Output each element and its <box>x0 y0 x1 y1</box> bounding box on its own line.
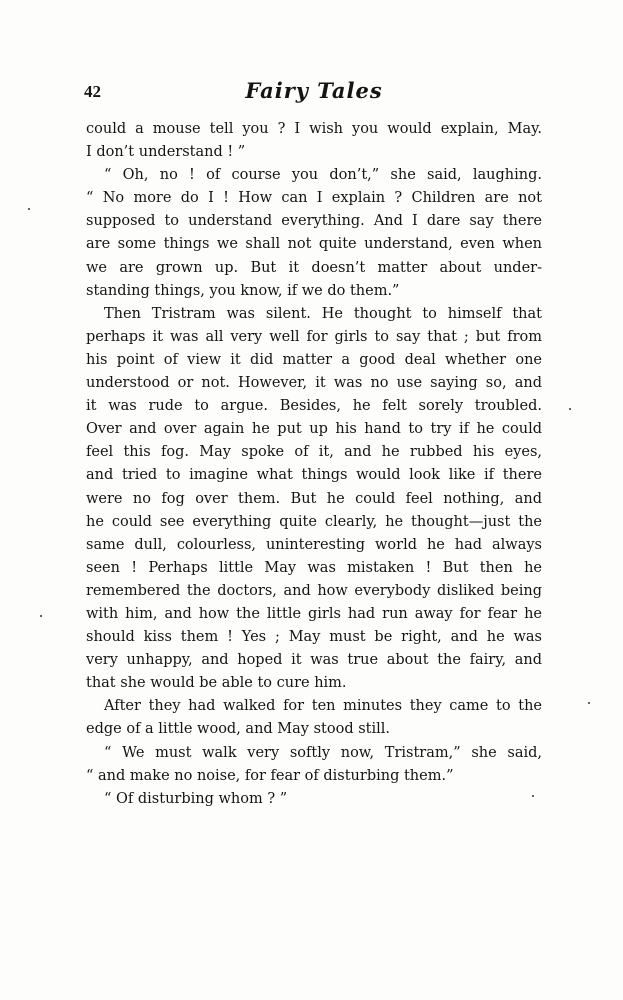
page-header <box>84 78 544 108</box>
paper-speck <box>28 208 30 210</box>
body-text <box>86 118 542 811</box>
text-line: he could see everything quite clearly, he thought—just the <box>86 513 542 530</box>
text-line: edge of a little wood, and May stood still. <box>86 721 390 738</box>
text-line: Over and over again he put up his hand to try if he could <box>86 421 542 438</box>
text-line: with him, and how the little girls had run away for fear he <box>86 605 542 622</box>
text-line: “ No more do I ! How can I explain ? Children are not <box>86 190 542 207</box>
text-line: were no fog over them. But he could feel nothing, and <box>86 490 542 507</box>
text-line: feel this fog. May spoke of it, and he rubbed his eyes, <box>86 444 542 461</box>
text-line: “ and make no noise, for fear of disturbing them.” <box>86 767 454 784</box>
text-line: Then Tristram was silent. He thought to himself that <box>104 305 542 322</box>
text-line: remembered the doctors, and how everybody disliked being <box>86 582 542 599</box>
paper-speck <box>569 408 571 410</box>
text-line: we are grown up. But it doesn’t matter about under- <box>86 259 542 276</box>
paper-speck <box>532 795 534 797</box>
paper-speck <box>40 615 42 617</box>
text-line: it was rude to argue. Besides, he felt sorely troubled. <box>86 398 542 415</box>
text-line: understood or not. However, it was no use saying so, and <box>86 375 542 392</box>
text-line: “ Of disturbing whom ? ” <box>104 790 288 807</box>
text-line: supposed to understand everything. And I dare say there <box>86 213 542 230</box>
text-line: his point of view it did matter a good deal whether one <box>86 351 542 368</box>
text-line: should kiss them ! Yes ; May must be right, and he was <box>86 629 542 646</box>
running-title: Fairy Tales <box>245 78 383 103</box>
text-line: seen ! Perhaps little May was mistaken ! But then he <box>86 559 542 576</box>
text-line: After they had walked for ten minutes they came to the <box>104 698 542 715</box>
text-line: same dull, colourless, uninteresting world he had always <box>86 536 542 553</box>
text-line: are some things we shall not quite understand, even when <box>86 236 542 253</box>
text-line: very unhappy, and hoped it was true about the fairy, and <box>86 652 542 669</box>
text-line: “ Oh, no ! of course you don’t,” she said, laughing. <box>104 167 542 184</box>
text-line: “ We must walk very softly now, Tristram,” she said, <box>104 744 542 761</box>
paper-speck <box>588 702 590 704</box>
text-line: standing things, you know, if we do them.” <box>86 282 400 299</box>
text-line: could a mouse tell you ? I wish you would explain, May. <box>86 121 542 137</box>
text-line: I don’t understand ! ” <box>86 144 246 161</box>
text-line: and tried to imagine what things would look like if there <box>86 467 542 484</box>
text-line: perhaps it was all very well for girls to say that ; but from <box>86 328 542 345</box>
page-number: 42 <box>84 82 101 101</box>
text-line: that she would be able to cure him. <box>86 675 347 692</box>
